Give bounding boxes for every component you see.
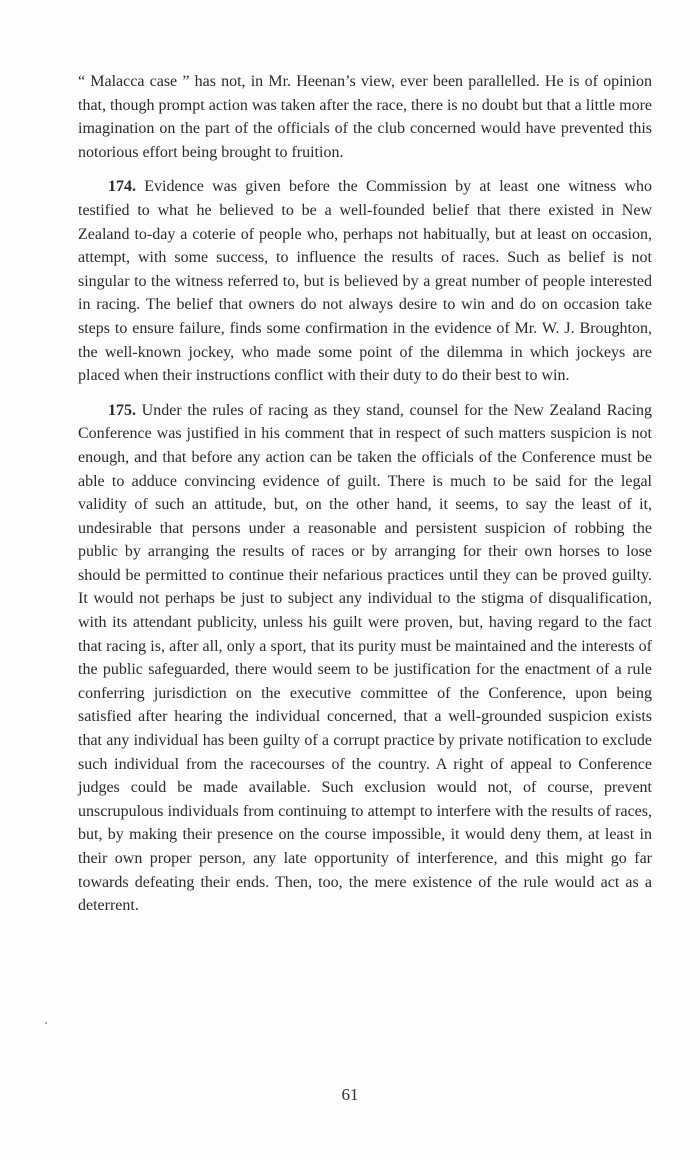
paragraph-175 xyxy=(78,399,652,918)
paragraph-text: Evidence was given before the Commission by at least one witness who testified to what he believed to be a well-founded belief that there existed in New Zealand to-day a coterie of people who, perhaps not habitually, but at least on occasion, attempt, with some success, to influence the results of races. Such as belief is not singular to the witness referred to, but is believed by a great number of people interested in racing. The belief that owners do not always desire to win and do on occasion take steps to ensure failure, finds some confirmation in the evidence of Mr. W. J. Broughton, the well-known jockey, who made some point of the dilemma in which jockeys are placed when their instructions conflict with their duty to do their best to win. xyxy=(78,178,653,385)
paragraph-text: Under the rules of racing as they stand, counsel for the New Zealand Racing Conference was justified in his comment that in respect of such matters suspicion is not enough, and that before any action can be taken the officials of the Conference must be able to adduce convincing evidence of guilt. There is much to be said for the legal validity of such an attitude, but, on the other hand, it seems, to say the least of it, undesirable that persons under a reasonable and persistent suspicion of robbing the public by arranging the results of races or by arranging for their own horses to lose should be permitted to continue their nefarious practices until they can be proved guilty. It would not perhaps be just to subject any individual to the stigma of disqualification, with its attendant publicity, unless his guilt were proven, but, having regard to the fact that racing is, after all, only a sport, that its purity must be maintained and the interests of the public safeguarded, there would seem to be justification for the enactment of a rule conferring jurisdiction on the executive committee of the Conference, upon being satisfied after hearing the individual concerned, that a well-grounded suspicion exists that any individual has been guilty of a corrupt practice by private notification to exclude such individual from the racecourses of the country. A right of appeal to Conference judges could be made available. Such exclusion would not, of course, prevent unscrupulous individuals from continuing to attempt to interfere with the results of races, but, by making their presence on the course impossible, it would deny them, at least in their own proper person, any late opportunity of interference, and this might go far towards defeating their ends. Then, too, the mere existence of the rule would act as a deterrent. xyxy=(78,401,653,915)
scan-speck xyxy=(45,1022,47,1024)
paragraph-174 xyxy=(78,175,652,387)
paragraph-continued xyxy=(78,70,652,164)
paragraph-number: 174. xyxy=(108,178,136,196)
page-body xyxy=(78,70,652,929)
page-number: 61 xyxy=(341,1085,359,1104)
paragraph-text: “ Malacca case ” has not, in Mr. Heenan’s view, ever been parallelled. He is of opinion that, though prompt action was taken after the race, there is no doubt but that a little more imagination on the part of the officials of the club concerned would have prevented this notorious effort being brought to fruition. xyxy=(78,73,652,161)
paragraph-number: 175. xyxy=(108,401,136,419)
